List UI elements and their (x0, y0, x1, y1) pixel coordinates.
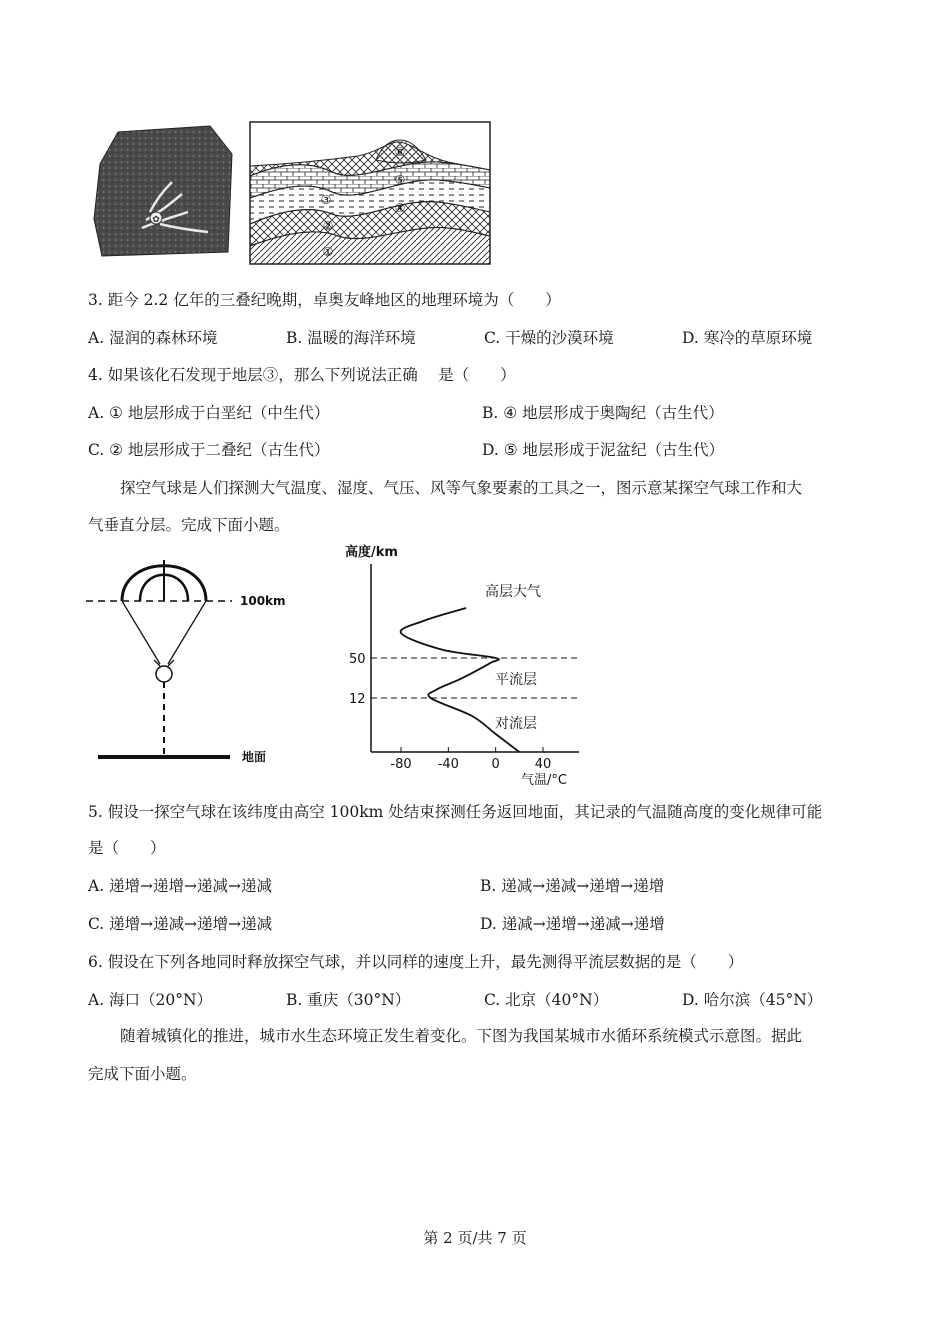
x-tick-label: -40 (437, 757, 459, 772)
question-5-option-a[interactable]: A. 递增→递增→递减→递减 (88, 877, 273, 895)
question-4-option-c[interactable]: C. ② 地层形成于二叠纪（古生代） (88, 441, 330, 459)
x-tick-label: 40 (534, 757, 552, 772)
intro-balloon-line-1: 探空气球是人们探测大气温度、湿度、气压、风等气象要素的工具之一，图示意某探空气球工作和大 (120, 479, 803, 497)
strata-diagram (248, 120, 492, 266)
question-4-option-a[interactable]: A. ① 地层形成于白垩纪（中生代） (88, 404, 330, 422)
fossil-photo (90, 124, 240, 259)
question-3-stem: 3. 距今 2.2 亿年的三叠纪晚期，卓奥友峰地区的地理环境为（ ） (88, 291, 561, 309)
question-3-option-d[interactable]: D. 寒冷的草原环境 (682, 329, 813, 347)
question-6-option-d[interactable]: D. 哈尔滨（45°N） (682, 991, 823, 1009)
question-5-option-d[interactable]: D. 递减→递增→递减→递增 (480, 915, 665, 933)
question-5-option-b[interactable]: B. 递减→递减→递增→递增 (480, 877, 665, 895)
strata-label-4: ④ (394, 201, 406, 215)
atmosphere-temperature-chart (335, 538, 595, 790)
question-6-option-b[interactable]: B. 重庆（30°N） (286, 991, 411, 1009)
y-tick-12: 12 (349, 692, 366, 707)
question-6-option-c[interactable]: C. 北京（40°N） (484, 991, 609, 1009)
ground-label: 地面 (242, 750, 267, 764)
question-5-stem-line-2: 是（ ） (88, 839, 166, 857)
question-5-stem-line-1: 5. 假设一探空气球在该纬度由高空 100km 处结束探测任务返回地面，其记录的气温随高度的变化规律可能 (88, 803, 823, 821)
question-6-option-a[interactable]: A. 海口（20°N） (88, 991, 213, 1009)
question-3-option-c[interactable]: C. 干燥的沙漠环境 (484, 329, 614, 347)
strata-label-6: ⑥ (394, 145, 406, 159)
strata-label-2: ② (322, 219, 334, 233)
balloon-diagram (84, 552, 304, 768)
question-4-option-d[interactable]: D. ⑤ 地层形成于泥盆纪（古生代） (482, 441, 725, 459)
intro-water-line-2: 完成下面小题。 (88, 1065, 197, 1083)
layer-label-stratosphere: 平流层 (495, 672, 537, 688)
question-3-option-a[interactable]: A. 湿润的森林环境 (88, 329, 218, 347)
strata-label-3: ③ (320, 193, 332, 207)
question-5-option-c[interactable]: C. 递增→递减→递增→递减 (88, 915, 273, 933)
intro-balloon-line-2: 气垂直分层。完成下面小题。 (88, 516, 290, 534)
y-axis-title: 高度/km (345, 545, 398, 560)
page-footer: 第 2 页/共 7 页 (423, 1229, 527, 1247)
x-tick-label: -80 (390, 757, 412, 772)
layer-label-troposphere: 对流层 (495, 716, 537, 732)
strata-label-5: ⑤ (394, 173, 406, 187)
question-4-option-b[interactable]: B. ④ 地层形成于奥陶纪（古生代） (482, 404, 724, 422)
layer-label-upper: 高层大气 (485, 584, 541, 600)
intro-water-line-1: 随着城镇化的推进，城市水生态环境正发生着变化。下图为我国某城市水循环系统模式示意图。据此 (120, 1027, 803, 1045)
question-3-option-b[interactable]: B. 温暖的海洋环境 (286, 329, 416, 347)
y-tick-50: 50 (349, 652, 366, 667)
strata-label-1: ① (322, 245, 334, 259)
x-tick-label: 0 (491, 757, 500, 772)
svg-text:✿: ✿ (152, 215, 160, 225)
question-6-stem: 6. 假设在下列各地同时释放探空气球，并以同样的速度上升，最先测得平流层数据的是（ ） (88, 953, 744, 971)
question-4-stem: 4. 如果该化石发现于地层③，那么下列说法正确 是（ ） (88, 366, 516, 384)
x-axis-title: 气温/°C (521, 773, 567, 788)
altitude-100km-label: 100km (240, 594, 286, 608)
